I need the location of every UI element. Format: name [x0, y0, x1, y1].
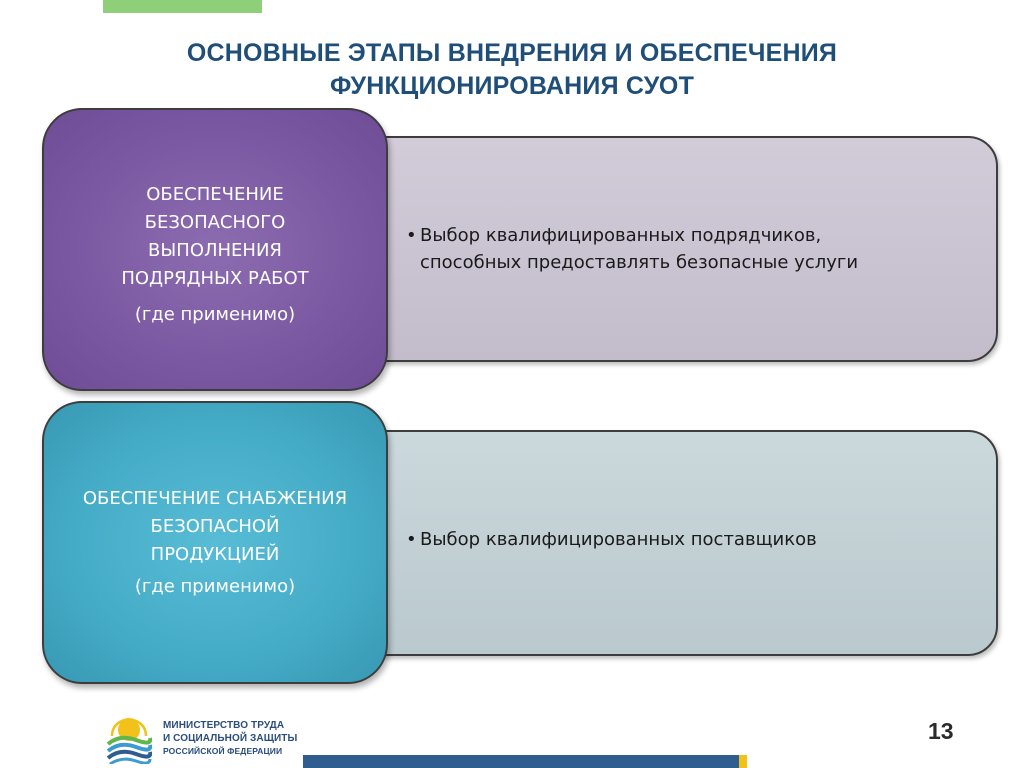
top-accent-bar [103, 0, 262, 13]
stage-1-bullet-line-1: Выбор квалифицированных подрядчиков, [420, 225, 822, 246]
ministry-name [163, 719, 297, 758]
stage-2-heading-line-3: ПРОДУКЦИЕЙ [150, 543, 280, 565]
stage-1-heading-line-1: ОБЕСПЕЧЕНИЕ [146, 183, 284, 205]
stage-2-detail-panel [348, 430, 998, 656]
stage-2-card [42, 401, 388, 684]
stage-1-bullet [406, 222, 966, 276]
bottom-bar [303, 755, 739, 768]
slide-title [0, 37, 1024, 103]
title-line-2: ФУНКЦИОНИРОВАНИЯ СУОТ [329, 72, 695, 100]
stage-2-heading-line-2: БЕЗОПАСНОЙ [150, 515, 280, 537]
stage-1-bullet-line-2: способных предоставлять безопасные услуги [420, 252, 859, 273]
ministry-logo-icon [106, 714, 152, 764]
stage-1-heading-line-4: ПОДРЯДНЫХ РАБОТ [121, 267, 309, 289]
stage-2-note: (где применимо) [134, 575, 296, 597]
stage-2-bullet-line-1: Выбор квалифицированных поставщиков [420, 529, 817, 550]
stage-1-heading [121, 181, 308, 293]
stage-2-heading [83, 485, 347, 569]
bottom-bar-accent [739, 755, 747, 768]
stage-1-heading-line-3: ВЫПОЛНЕНИЯ [148, 239, 282, 261]
title-line-1: ОСНОВНЫЕ ЭТАПЫ ВНЕДРЕНИЯ И ОБЕСПЕЧЕНИЯ [186, 39, 838, 67]
ministry-line-2: И СОЦИАЛЬНОЙ ЗАЩИТЫ [163, 733, 298, 744]
stage-1-detail-panel [348, 136, 998, 362]
stage-1-note: (где применимо) [134, 303, 296, 325]
stage-1-card [42, 108, 388, 391]
stage-1-heading-line-2: БЕЗОПАСНОГО [144, 211, 286, 233]
ministry-line-3: РОССИЙСКОЙ ФЕДЕРАЦИИ [163, 746, 283, 756]
page-number: 13 [928, 718, 954, 744]
bullet-dot: • [406, 225, 417, 246]
ministry-line-1: МИНИСТЕРСТВО ТРУДА [163, 720, 285, 731]
stage-2-heading-line-1: ОБЕСПЕЧЕНИЕ СНАБЖЕНИЯ [82, 487, 348, 509]
stage-2-bullet [406, 526, 966, 553]
bullet-dot: • [406, 529, 417, 550]
